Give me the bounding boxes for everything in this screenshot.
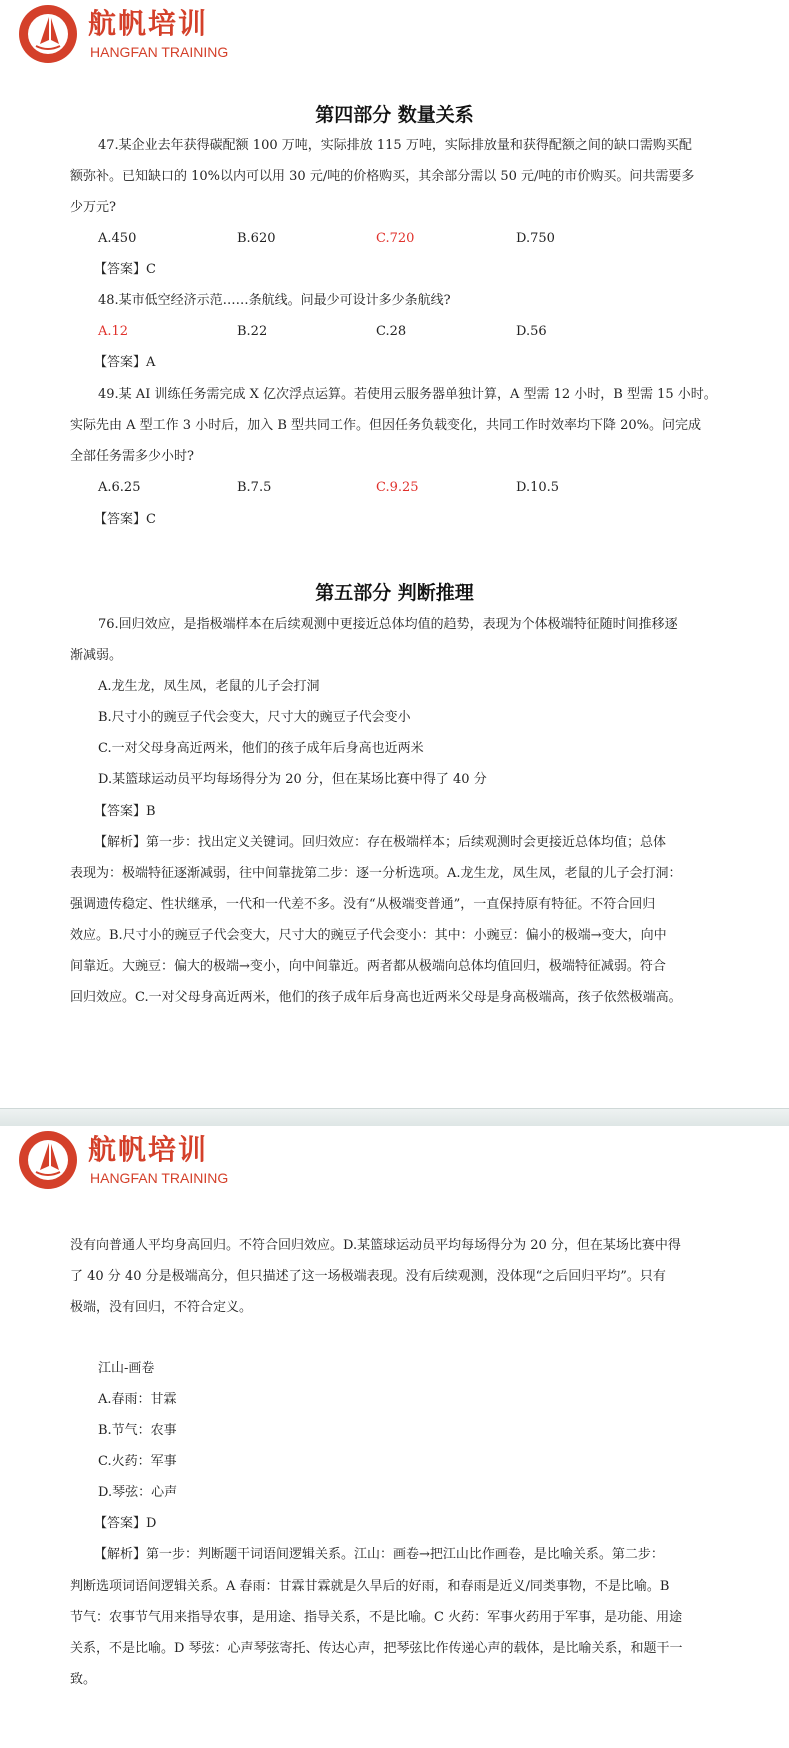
- q47-option-c-correct: C.720: [376, 231, 415, 246]
- q76-option-a: A.龙生龙，凤生凤，老鼠的儿子会打洞: [98, 679, 320, 694]
- brand-name-cn: 航帆培训: [88, 1133, 209, 1166]
- q47-answer: 【答案】C: [94, 262, 156, 277]
- q48-option-c: C.28: [376, 324, 407, 339]
- section-5-title: 第五部分 判断推理: [315, 582, 474, 604]
- analysis-line: 判断选项词语间逻辑关系。A 春雨：甘霖甘霖就是久旱后的好雨，和春雨是近义/同类事物，不是比喻。B: [70, 1579, 670, 1594]
- q49-option-a: A.6.25: [98, 480, 141, 495]
- option-d: D.琴弦：心声: [98, 1485, 178, 1500]
- q48-answer: 【答案】A: [94, 355, 156, 370]
- document-page-2: [0, 1126, 789, 1748]
- brand-logo: [18, 4, 229, 64]
- q48-option-a-correct: A.12: [98, 324, 129, 339]
- analysis-line: 致。: [70, 1672, 97, 1687]
- q48-option-d: D.56: [516, 324, 547, 339]
- q76-analysis-line: 表现为：极端特征逐渐减弱，往中间靠拢第二步：逐一分析选项。A.龙生龙，凤生凤，老鼠的儿子会打洞：: [70, 866, 682, 881]
- q47-text-line: 47.某企业去年获得碳配额 100 万吨，实际排放 115 万吨，实际排放量和获得配额之间的缺口需购买配: [98, 138, 692, 153]
- brand-logo: [18, 1130, 229, 1190]
- q49-text-line: 49.某 AI 训练任务需完成 X 亿次浮点运算。若使用云服务器单独计算，A 型需 12 小时，B 型需 15 小时。: [98, 387, 717, 402]
- q76-option-d: D.某篮球运动员平均每场得分为 20 分，但在某场比赛中得了 40 分: [98, 772, 487, 787]
- option-a: A.春雨：甘霖: [98, 1392, 177, 1407]
- q76-analysis-line: 效应。B.尺寸小的豌豆子代会变大，尺寸大的豌豆子代会变小：其中：小豌豆：偏小的极端→变大，向中: [70, 928, 667, 943]
- q49-text-line: 全部任务需多少小时?: [70, 449, 194, 464]
- q47-option-d: D.750: [516, 231, 555, 246]
- q47-option-b: B.620: [237, 231, 276, 246]
- section-4-title: 第四部分 数量关系: [315, 104, 474, 126]
- option-b: B.节气：农事: [98, 1423, 177, 1438]
- q49-text-line: 实际先由 A 型工作 3 小时后，加入 B 型共同工作。但因任务负载变化，共同工作时效率均下降 20%。问完成: [70, 418, 702, 433]
- q49-option-c-correct: C.9.25: [376, 480, 419, 495]
- q47-text-line: 额弥补。已知缺口的 10%以内可以用 30 元/吨的价格购买，其余部分需以 50 元/吨的市价购买。问共需要多: [70, 169, 695, 184]
- brand-name-cn: 航帆培训: [88, 7, 209, 40]
- q76-option-b: B.尺寸小的豌豆子代会变大，尺寸大的豌豆子代会变小: [98, 710, 411, 725]
- q76-text-line: 76.回归效应，是指极端样本在后续观测中更接近总体均值的趋势，表现为个体极端特征随时间推移逐: [98, 617, 678, 632]
- q47-text-line: 少万元?: [70, 200, 116, 215]
- q76-analysis-line: 间靠近。大豌豆：偏大的极端→变小，向中间靠近。两者都从极端向总体均值回归，极端特征减弱。符合: [70, 959, 666, 974]
- answer: 【答案】D: [94, 1516, 157, 1531]
- q47-option-a: A.450: [98, 231, 137, 246]
- q49-option-b: B.7.5: [237, 480, 272, 495]
- option-c: C.火药：军事: [98, 1454, 177, 1469]
- q76-text-line: 渐减弱。: [70, 648, 123, 663]
- q49-option-d: D.10.5: [516, 480, 560, 495]
- page-separator: [0, 1108, 789, 1128]
- brand-name-en: HANGFAN TRAINING: [90, 1170, 229, 1186]
- q48-text-line: 48.某市低空经济示范……条航线。问最少可设计多少条航线?: [98, 293, 451, 308]
- q76-analysis-line: 回归效应。C.一对父母身高近两米，他们的孩子成年后身高也近两米父母是身高极端高，孩子依然极端高。: [70, 990, 682, 1005]
- q76-option-c: C.一对父母身高近两米，他们的孩子成年后身高也近两米: [98, 741, 424, 756]
- continued-analysis-line: 极端，没有回归，不符合定义。: [70, 1300, 253, 1315]
- sailboat-logo-icon: [18, 4, 78, 64]
- question-stem: 江山-画卷: [98, 1361, 155, 1376]
- analysis-line: 关系，不是比喻。D 琴弦：心声琴弦寄托、传达心声，把琴弦比作传递心声的载体，是比喻关系，和题干一: [70, 1641, 683, 1656]
- sailboat-logo-icon: [18, 1130, 78, 1190]
- q76-answer: 【答案】B: [94, 804, 156, 819]
- q48-option-b: B.22: [237, 324, 268, 339]
- brand-name-en: HANGFAN TRAINING: [90, 44, 229, 60]
- q76-analysis-line: 【解析】第一步：找出定义关键词。回归效应：存在极端样本；后续观测时会更接近总体均值；总体: [94, 835, 667, 850]
- q49-answer: 【答案】C: [94, 512, 156, 527]
- analysis-line: 节气：农事节气用来指导农事，是用途、指导关系，不是比喻。C 火药：军事火药用于军事，是功能、用途: [70, 1610, 683, 1625]
- continued-analysis-line: 没有向普通人平均身高回归。不符合回归效应。D.某篮球运动员平均每场得分为 20 分，但在某场比赛中得: [70, 1238, 681, 1253]
- analysis-line: 【解析】第一步：判断题干词语间逻辑关系。江山：画卷→把江山比作画卷，是比喻关系。第二步：: [94, 1547, 664, 1562]
- continued-analysis-line: 了 40 分 40 分是极端高分，但只描述了这一场极端表现。没有后续观测，没体现“之后回归平均”。只有: [70, 1269, 666, 1284]
- q76-analysis-line: 强调遗传稳定、性状继承，一代和一代差不多。没有“从极端变普通”，一直保持原有特征。不符合回归: [70, 897, 656, 912]
